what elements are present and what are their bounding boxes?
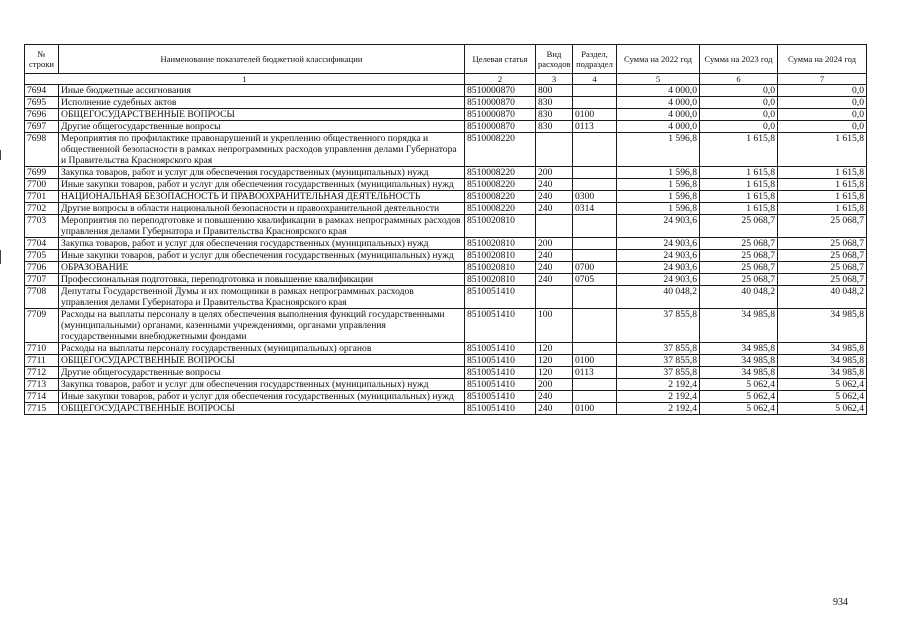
sum-2024-cell: 34 985,8 <box>778 367 867 379</box>
target-article-cell: 8510008220 <box>465 133 536 167</box>
section-code-cell: 0100 <box>573 109 617 121</box>
sum-2023-cell: 1 615,8 <box>700 167 778 179</box>
sum-2024-cell: 0,0 <box>778 97 867 109</box>
table-row <box>25 286 867 309</box>
sum-2023-cell: 25 068,7 <box>700 250 778 262</box>
section-code-cell <box>573 238 617 250</box>
expense-type-cell: 200 <box>536 238 573 250</box>
sum-2023-cell: 25 068,7 <box>700 238 778 250</box>
table-row <box>25 391 867 403</box>
header-sum-2022: Сумма на 2022 год <box>617 45 700 74</box>
sum-2022-cell: 24 903,6 <box>617 238 700 250</box>
expense-type-cell <box>536 286 573 309</box>
table-row <box>25 309 867 343</box>
indicator-name-cell: Расходы на выплаты персоналу государственных (муниципальных) органов <box>59 343 465 355</box>
header-sum-2023: Сумма на 2023 год <box>700 45 778 74</box>
table-row <box>25 403 867 415</box>
page-number: 934 <box>833 597 848 608</box>
row-number-cell: 7695 <box>25 97 59 109</box>
section-code-cell: 0100 <box>573 403 617 415</box>
sum-2024-cell: 34 985,8 <box>778 343 867 355</box>
sum-2022-cell: 2 192,4 <box>617 391 700 403</box>
indicator-name-cell: Другие вопросы в области национальной безопасности и правоохранительной деятельности <box>59 203 465 215</box>
table-row <box>25 355 867 367</box>
sum-2023-cell: 1 615,8 <box>700 179 778 191</box>
target-article-cell: 8510008220 <box>465 179 536 191</box>
section-code-cell <box>573 343 617 355</box>
indicator-name-cell: Мероприятия по профилактике правонарушений и укреплению общественного порядка и общественной безопасности в рамках непрограммных расходов управления делами Губернатора и Правительства Красноярского края <box>59 133 465 167</box>
sum-2023-cell: 40 048,2 <box>700 286 778 309</box>
section-code-cell <box>573 286 617 309</box>
section-code-cell <box>573 391 617 403</box>
target-article-cell: 8510051410 <box>465 309 536 343</box>
table-row <box>25 379 867 391</box>
sum-2024-cell: 1 615,8 <box>778 179 867 191</box>
row-number-cell: 7712 <box>25 367 59 379</box>
sum-2024-cell: 25 068,7 <box>778 250 867 262</box>
row-number-cell: 7705 <box>25 250 59 262</box>
row-number-cell: 7713 <box>25 379 59 391</box>
section-code-cell: 0300 <box>573 191 617 203</box>
expense-type-cell: 200 <box>536 379 573 391</box>
header-row-number: № строки <box>25 45 59 74</box>
indicator-name-cell: ОБЩЕГОСУДАРСТВЕННЫЕ ВОПРОСЫ <box>59 355 465 367</box>
target-article-cell: 8510020810 <box>465 238 536 250</box>
sum-2023-cell: 1 615,8 <box>700 203 778 215</box>
section-code-cell <box>573 309 617 343</box>
sum-2022-cell: 4 000,0 <box>617 121 700 133</box>
table-row <box>25 191 867 203</box>
table-row <box>25 238 867 250</box>
sum-2022-cell: 4 000,0 <box>617 109 700 121</box>
sum-2022-cell: 1 596,8 <box>617 191 700 203</box>
scan-margin-mark <box>0 250 1 264</box>
sum-2024-cell: 40 048,2 <box>778 286 867 309</box>
section-code-cell: 0113 <box>573 367 617 379</box>
sum-2023-cell: 0,0 <box>700 121 778 133</box>
expense-type-cell: 240 <box>536 391 573 403</box>
sum-2024-cell: 34 985,8 <box>778 355 867 367</box>
sum-2022-cell: 24 903,6 <box>617 274 700 286</box>
sum-2023-cell: 5 062,4 <box>700 379 778 391</box>
sum-2023-cell: 34 985,8 <box>700 343 778 355</box>
expense-type-cell: 240 <box>536 191 573 203</box>
target-article-cell: 8510000870 <box>465 121 536 133</box>
header-expense-type: Вид расходов <box>536 45 573 74</box>
table-row <box>25 109 867 121</box>
sum-2024-cell: 0,0 <box>778 109 867 121</box>
table-row <box>25 121 867 133</box>
table-row <box>25 85 867 97</box>
target-article-cell: 8510051410 <box>465 343 536 355</box>
target-article-cell: 8510000870 <box>465 85 536 97</box>
indicator-name-cell: НАЦИОНАЛЬНАЯ БЕЗОПАСНОСТЬ И ПРАВООХРАНИТЕЛЬНАЯ ДЕЯТЕЛЬНОСТЬ <box>59 191 465 203</box>
sum-2023-cell: 5 062,4 <box>700 391 778 403</box>
sum-2022-cell: 37 855,8 <box>617 343 700 355</box>
sum-2023-cell: 34 985,8 <box>700 367 778 379</box>
column-number: 7 <box>778 74 867 85</box>
sum-2024-cell: 25 068,7 <box>778 238 867 250</box>
sum-2022-cell: 37 855,8 <box>617 309 700 343</box>
sum-2022-cell: 1 596,8 <box>617 167 700 179</box>
table-row <box>25 250 867 262</box>
header-target-article: Целевая статья <box>465 45 536 74</box>
sum-2022-cell: 24 903,6 <box>617 215 700 238</box>
target-article-cell: 8510020810 <box>465 250 536 262</box>
table-row <box>25 274 867 286</box>
target-article-cell: 8510051410 <box>465 367 536 379</box>
expense-type-cell: 120 <box>536 367 573 379</box>
section-code-cell <box>573 167 617 179</box>
indicator-name-cell: Другие общегосударственные вопросы <box>59 367 465 379</box>
row-number-cell: 7696 <box>25 109 59 121</box>
sum-2023-cell: 25 068,7 <box>700 262 778 274</box>
header-section: Раздел, подраздел <box>573 45 617 74</box>
row-number-cell: 7694 <box>25 85 59 97</box>
sum-2023-cell: 0,0 <box>700 109 778 121</box>
sum-2023-cell: 5 062,4 <box>700 403 778 415</box>
header-indicator-name: Наименование показателей бюджетной классификации <box>59 45 465 74</box>
sum-2023-cell: 0,0 <box>700 97 778 109</box>
sum-2023-cell: 0,0 <box>700 85 778 97</box>
indicator-name-cell: Депутаты Государственной Думы и их помощники в рамках непрограммных расходов управления делами Губернатора и Правительства Красноярского края <box>59 286 465 309</box>
sum-2022-cell: 37 855,8 <box>617 355 700 367</box>
target-article-cell: 8510008220 <box>465 167 536 179</box>
row-number-cell: 7700 <box>25 179 59 191</box>
target-article-cell: 8510051410 <box>465 379 536 391</box>
indicator-name-cell: ОБЩЕГОСУДАРСТВЕННЫЕ ВОПРОСЫ <box>59 109 465 121</box>
expense-type-cell: 830 <box>536 109 573 121</box>
sum-2024-cell: 1 615,8 <box>778 133 867 167</box>
sum-2022-cell: 40 048,2 <box>617 286 700 309</box>
table-row <box>25 167 867 179</box>
section-code-cell: 0100 <box>573 355 617 367</box>
header-sum-2024: Сумма на 2024 год <box>778 45 867 74</box>
target-article-cell: 8510051410 <box>465 286 536 309</box>
row-number-cell: 7701 <box>25 191 59 203</box>
section-code-cell <box>573 379 617 391</box>
indicator-name-cell: Иные закупки товаров, работ и услуг для обеспечения государственных (муниципальных) нужд <box>59 391 465 403</box>
target-article-cell: 8510008220 <box>465 203 536 215</box>
indicator-name-cell: Закупка товаров, работ и услуг для обеспечения государственных (муниципальных) нужд <box>59 238 465 250</box>
expense-type-cell: 240 <box>536 179 573 191</box>
sum-2023-cell: 1 615,8 <box>700 133 778 167</box>
sum-2024-cell: 5 062,4 <box>778 391 867 403</box>
sum-2022-cell: 2 192,4 <box>617 379 700 391</box>
row-number-cell: 7704 <box>25 238 59 250</box>
section-code-cell <box>573 97 617 109</box>
sum-2022-cell: 37 855,8 <box>617 367 700 379</box>
sum-2023-cell: 34 985,8 <box>700 309 778 343</box>
target-article-cell: 8510008220 <box>465 191 536 203</box>
section-code-cell: 0113 <box>573 121 617 133</box>
table-header <box>25 45 867 85</box>
indicator-name-cell: Исполнение судебных актов <box>59 97 465 109</box>
section-code-cell <box>573 179 617 191</box>
sum-2024-cell: 25 068,7 <box>778 262 867 274</box>
expense-type-cell: 830 <box>536 97 573 109</box>
section-code-cell: 0314 <box>573 203 617 215</box>
section-code-cell <box>573 250 617 262</box>
table-row <box>25 367 867 379</box>
column-number: 4 <box>573 74 617 85</box>
section-code-cell <box>573 215 617 238</box>
expense-type-cell: 240 <box>536 250 573 262</box>
target-article-cell: 8510051410 <box>465 355 536 367</box>
expense-type-cell: 240 <box>536 274 573 286</box>
table-body <box>25 85 867 415</box>
indicator-name-cell: Закупка товаров, работ и услуг для обеспечения государственных (муниципальных) нужд <box>59 379 465 391</box>
sum-2024-cell: 5 062,4 <box>778 379 867 391</box>
table-row <box>25 179 867 191</box>
target-article-cell: 8510051410 <box>465 391 536 403</box>
sum-2022-cell: 24 903,6 <box>617 262 700 274</box>
sum-2024-cell: 25 068,7 <box>778 215 867 238</box>
sum-2022-cell: 2 192,4 <box>617 403 700 415</box>
table-row <box>25 343 867 355</box>
indicator-name-cell: Закупка товаров, работ и услуг для обеспечения государственных (муниципальных) нужд <box>59 167 465 179</box>
row-number-cell: 7702 <box>25 203 59 215</box>
sum-2024-cell: 1 615,8 <box>778 203 867 215</box>
table-row <box>25 203 867 215</box>
column-numbers-row <box>25 74 867 85</box>
expense-type-cell <box>536 215 573 238</box>
row-number-cell: 7699 <box>25 167 59 179</box>
sum-2022-cell: 4 000,0 <box>617 97 700 109</box>
column-number: 2 <box>465 74 536 85</box>
sum-2023-cell: 25 068,7 <box>700 274 778 286</box>
scan-margin-mark <box>0 150 1 160</box>
table-row <box>25 97 867 109</box>
column-number: 1 <box>25 74 465 85</box>
expense-type-cell: 120 <box>536 343 573 355</box>
target-article-cell: 8510020810 <box>465 215 536 238</box>
sum-2023-cell: 34 985,8 <box>700 355 778 367</box>
row-number-cell: 7706 <box>25 262 59 274</box>
row-number-cell: 7708 <box>25 286 59 309</box>
expense-type-cell <box>536 133 573 167</box>
expense-type-cell: 830 <box>536 121 573 133</box>
sum-2023-cell: 25 068,7 <box>700 215 778 238</box>
expense-type-cell: 240 <box>536 262 573 274</box>
row-number-cell: 7710 <box>25 343 59 355</box>
indicator-name-cell: Иные закупки товаров, работ и услуг для обеспечения государственных (муниципальных) нужд <box>59 179 465 191</box>
expense-type-cell: 100 <box>536 309 573 343</box>
section-code-cell <box>573 85 617 97</box>
indicator-name-cell: Иные бюджетные ассигнования <box>59 85 465 97</box>
sum-2022-cell: 24 903,6 <box>617 250 700 262</box>
expense-type-cell: 120 <box>536 355 573 367</box>
sum-2024-cell: 34 985,8 <box>778 309 867 343</box>
expense-type-cell: 200 <box>536 167 573 179</box>
section-code-cell <box>573 133 617 167</box>
target-article-cell: 8510020810 <box>465 262 536 274</box>
row-number-cell: 7703 <box>25 215 59 238</box>
indicator-name-cell: Расходы на выплаты персоналу в целях обеспечения выполнения функций государственными (муниципальными) органами, казенными учреждениями, органами управления государственными внебюджетными фондами <box>59 309 465 343</box>
sum-2024-cell: 5 062,4 <box>778 403 867 415</box>
row-number-cell: 7709 <box>25 309 59 343</box>
expense-type-cell: 240 <box>536 403 573 415</box>
row-number-cell: 7714 <box>25 391 59 403</box>
sum-2023-cell: 1 615,8 <box>700 191 778 203</box>
row-number-cell: 7698 <box>25 133 59 167</box>
target-article-cell: 8510000870 <box>465 97 536 109</box>
column-number: 6 <box>700 74 778 85</box>
row-number-cell: 7711 <box>25 355 59 367</box>
expense-type-cell: 800 <box>536 85 573 97</box>
column-number: 3 <box>536 74 573 85</box>
section-code-cell: 0700 <box>573 262 617 274</box>
column-number: 5 <box>617 74 700 85</box>
budget-table <box>24 44 867 415</box>
row-number-cell: 7697 <box>25 121 59 133</box>
sum-2022-cell: 4 000,0 <box>617 85 700 97</box>
sum-2024-cell: 0,0 <box>778 121 867 133</box>
indicator-name-cell: ОБРАЗОВАНИЕ <box>59 262 465 274</box>
sum-2022-cell: 1 596,8 <box>617 179 700 191</box>
table-row <box>25 133 867 167</box>
sum-2024-cell: 1 615,8 <box>778 167 867 179</box>
sum-2024-cell: 1 615,8 <box>778 191 867 203</box>
indicator-name-cell: ОБЩЕГОСУДАРСТВЕННЫЕ ВОПРОСЫ <box>59 403 465 415</box>
sum-2022-cell: 1 596,8 <box>617 133 700 167</box>
indicator-name-cell: Иные закупки товаров, работ и услуг для обеспечения государственных (муниципальных) нужд <box>59 250 465 262</box>
table-row <box>25 215 867 238</box>
target-article-cell: 8510020810 <box>465 274 536 286</box>
target-article-cell: 8510051410 <box>465 403 536 415</box>
row-number-cell: 7707 <box>25 274 59 286</box>
expense-type-cell: 240 <box>536 203 573 215</box>
sum-2022-cell: 1 596,8 <box>617 203 700 215</box>
indicator-name-cell: Другие общегосударственные вопросы <box>59 121 465 133</box>
row-number-cell: 7715 <box>25 403 59 415</box>
sum-2024-cell: 25 068,7 <box>778 274 867 286</box>
indicator-name-cell: Мероприятия по переподготовке и повышению квалификации в рамках непрограммных расходов управления делами Губернатора и Правительства Красноярского края <box>59 215 465 238</box>
sum-2024-cell: 0,0 <box>778 85 867 97</box>
target-article-cell: 8510000870 <box>465 109 536 121</box>
indicator-name-cell: Профессиональная подготовка, переподготовка и повышение квалификации <box>59 274 465 286</box>
section-code-cell: 0705 <box>573 274 617 286</box>
table-row <box>25 262 867 274</box>
